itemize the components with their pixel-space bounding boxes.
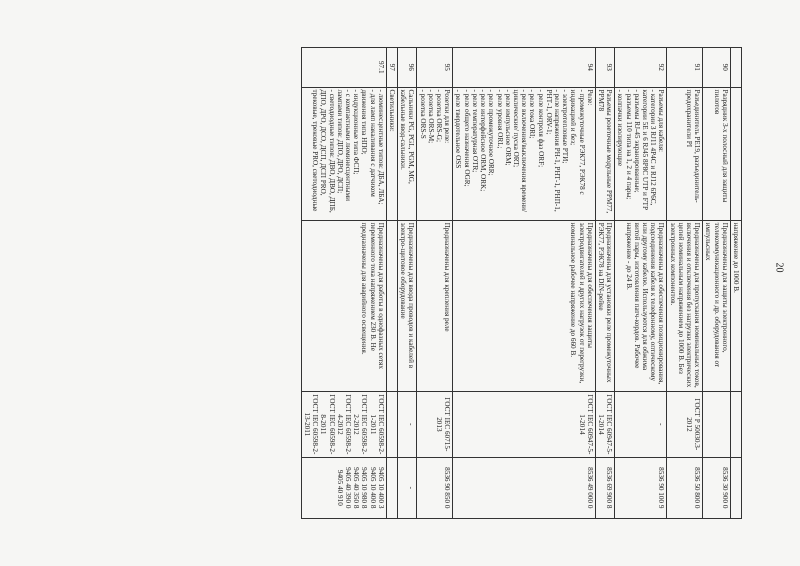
item-standard [386,392,397,458]
item-code: 8536 90 100 9 [615,457,667,518]
item-code [730,457,741,518]
item-standard: ГОСТ IEC 60947-5-1-2014 [453,392,595,458]
table-row [703,48,731,519]
item-standard [703,392,731,458]
table-row [386,48,397,519]
item-name: Разъединитель PE19, разъединитель-предохранители PI [667,87,703,220]
item-code: 8536 49 000 0 [453,457,595,518]
item-purpose [386,220,397,392]
item-name: Разъемы для кабеля: - категории 3 RJ11 4P4C и RJ12 6P6C, категории 5Е и 6 RJ45 8P8C UTP и FTP - разъемы RJ-45 экранированные; - разъемы 110 типа на 1, 2 и 4 пары; - колпачки изолирующие [615,87,667,220]
item-name: Разъемы розеточные модульные РРМ77, РРМ78 [595,87,614,220]
item-code: 9405 10 400 3 9405 10 400 8 9405 10 980 8 9405 40 350 8 9405 40 390 0 9405 40 910 [301,457,386,518]
item-standard: ГОСТ IEC 60598-2-1-2011 ГОСТ IEC 60598-2-2-2012 ГОСТ IEC 60598-2-4-2012 ГОСТ IEC 60598-2-8-2011 ГОСТ IEC 60598-2-13-2011 [301,392,386,458]
item-code [386,457,397,518]
item-code: - [398,457,417,518]
item-name: Разрядник 3-х полосный для защиты пилотов [703,87,731,220]
item-purpose: Предназначены для пропускания номинальных токов, включения и отключения без нагрузки электрических цепей номинальным напряжением до 1000 В. Без электронных компонентов. [667,220,703,392]
row-number [730,48,741,88]
table-row [301,48,386,519]
row-number: 96 [398,48,417,88]
item-name: - люминесцентные типов: ДБА, ЛБА; - для ламп накаливания с датчиком движения типа НПО; - индукционные типа ФСП; - с компактными люминесцентными лампами типов: ДПО, ДРО, ДСП; - светодиодные типов: ДВО, ДВО, ДПБ, ДПО, ДРО, ДСО, ДСП, ДСП PRO, трековые, трековые PRO, светодиодные [301,87,386,220]
table-row [417,48,453,519]
page-number: 20 [773,262,785,273]
row-number: 97 [386,48,397,88]
table-row [615,48,667,519]
item-name [730,87,741,220]
row-number: 92 [615,48,667,88]
item-standard: ГОСТ IEC 60947-5-1-2014 [595,392,614,458]
item-purpose: напряжение до 1000 В. [730,220,741,392]
item-purpose: Предназначены для работы в однофазных сетях переменного тока напряжением 230 В. Не предназначены для аварийного освещения. [301,220,386,392]
item-name: Розетки для реле: - розетка ORS-G; - розетка ORS-M; - розетка ORS-S [417,87,453,220]
item-code: 8536 30 900 0 [703,457,731,518]
item-purpose: Предназначены для защиты электронного, телекоммуникационного и др. оборудования от импульсных [703,220,731,392]
item-code: 8536 90 850 0 [417,457,453,518]
item-purpose: Предназначены для обеспечения защиты электродвигателей и других нагрузок от перегрузки, номинальное рабочее напряжение до 660 В. [453,220,595,392]
item-code: 8536 69 900 8 [595,457,614,518]
item-purpose: Предназначены для установки реле промежуточных РЭК77, РЭК78 на DIN-рейке [595,220,614,392]
table-row [595,48,614,519]
item-standard: - [398,392,417,458]
item-name: Светильники: [386,87,397,220]
row-number: 95 [417,48,453,88]
row-number: 97.1 [301,48,386,88]
item-name: Реле: - промежуточные РЭК77, РЭК78 с индикацией и без; - электротепловые РТИ; - реле напряжения РН-1, РНТ-1, РНП-1, РНТ-1, ORV-1; - реле контроля фаз ORF; - реле тока ORI; - реле включения/выключения времени/циклические/ пуска ORT; - реле импульсное ORM; - реле уровня ORL; - реле промежуточное ORR; - реле интерфейсное ORM, ORK; - реле температурная OTR; - реле общего назначения OGR; - реле твердотельное OSS [453,87,595,220]
table-row [730,48,741,519]
item-standard [730,392,741,458]
item-purpose: Предназначены для крепления реле [417,220,453,392]
item-standard: ГОСТ Р 50030.3-2012 [667,392,703,458]
table-row [398,48,417,519]
item-purpose: Предназначены для ввода проводов и кабелей в электро-щитовое оборудование [398,220,417,392]
item-code: 8536 50 800 0 [667,457,703,518]
item-purpose: Предназначены для обеспечения позиционирования, подсоединения кабеля к телефонному, оптическому или другому кабелю. Используются для обжима витой пары, изготовления патч-кордов. Рабочее напряжение - до 24 В. [615,220,667,392]
table-row [453,48,595,519]
product-table [301,47,742,519]
row-number: 91 [667,48,703,88]
item-standard: ГОСТ IEC 60715-2013 [417,392,453,458]
item-standard: - [615,392,667,458]
row-number: 93 [595,48,614,88]
item-name: Сальники PG, PGL, PGM, MG, кабельные ввод-сальники. [398,87,417,220]
table-row [667,48,703,519]
row-number: 90 [703,48,731,88]
row-number: 94 [453,48,595,88]
